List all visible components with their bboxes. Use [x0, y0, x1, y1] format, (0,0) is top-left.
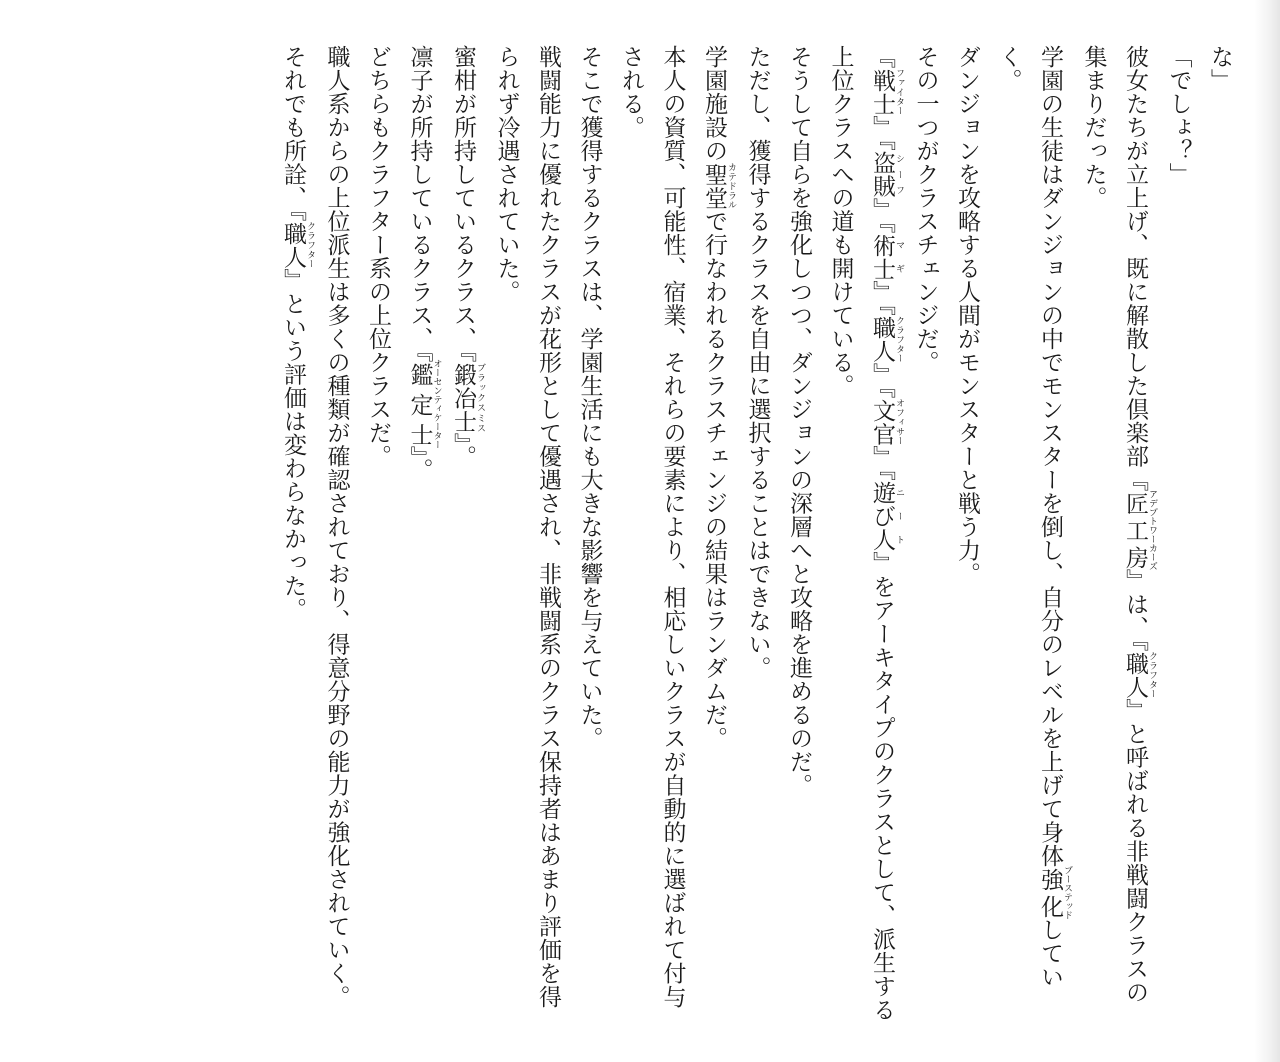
ruby-reading: クラフター [894, 316, 904, 363]
ruby-reading: オフィサー [894, 398, 904, 446]
paragraph [987, 45, 1072, 1025]
text-run: 』『 [869, 280, 895, 316]
text-run: 』『 [869, 363, 895, 399]
ruby-annotated-word [406, 359, 442, 450]
page-edge-shadow [1254, 0, 1280, 1062]
ruby-annotated-word [1122, 489, 1157, 571]
ruby-reading: カテドラル [726, 162, 736, 210]
paragraph [1199, 45, 1241, 1025]
text-run: ただし、獲得するクラスを自由に選択することはできない。 [744, 45, 771, 680]
text-run: 』と呼ばれる非戦闘クラスの集まりだった。 [1080, 45, 1148, 1004]
text-run: 』をアーキタイプのクラスとして、派生する上位クラスへの道も開けている。 [827, 45, 895, 1022]
paragraph [442, 45, 486, 1025]
ruby-base: 聖堂 [701, 162, 727, 210]
text-run: ダンジョンを攻略する人間がモンスターと戦う力。 [954, 45, 980, 586]
ruby-annotated-word [869, 233, 904, 281]
ruby-annotated-word [450, 362, 485, 434]
paragraph [736, 45, 778, 1025]
paragraph [778, 45, 820, 1025]
text-run: 』。 [406, 446, 433, 482]
ruby-annotated-word [869, 68, 904, 116]
text-run: それでも所詮、『 [280, 45, 306, 222]
text-run: 蜜柑が所持しているクラス、『 [450, 45, 476, 363]
ruby-reading: ブラックスミス [475, 362, 485, 433]
text-run: 本人の資質、可能性、宿業、それらの要素により、相応しいクラスが自動的に選ばれて付与される。 [618, 45, 686, 1009]
ruby-base: 鍛冶士 [450, 362, 476, 433]
ruby-base: 術士 [869, 233, 895, 281]
text-run: 凛子が所持しているクラス、『 [406, 45, 433, 363]
ruby-base: 文官 [869, 398, 895, 446]
paragraph [485, 45, 568, 1025]
text-run: 学園施設の [701, 45, 727, 163]
ruby-base: 遊び人 [869, 481, 895, 552]
paragraph [946, 45, 988, 1025]
text-run: 「でしょ？」 [1165, 45, 1192, 186]
ruby-base: 匠工房 [1122, 489, 1148, 571]
paragraph [610, 45, 693, 1025]
ruby-annotated-word [869, 481, 904, 552]
text-run: 戦闘能力に優れたクラスが花形として優遇され、非戦闘系のクラス保持者はあまり評価を得られず冷遇されていた。 [493, 45, 561, 1009]
ruby-base: 職人 [280, 221, 306, 269]
text-run: そうして自らを強化しつつ、ダンジョンの深層へと攻略を進めるのだ。 [786, 45, 812, 797]
ruby-base: 戦士 [869, 68, 895, 116]
text-run: 』『 [869, 115, 895, 151]
text-run: 彼女たちが立上げ、既に解散した倶楽部『 [1122, 45, 1148, 492]
text-run: そこで獲得するクラスは、学園生活にも大きな影響を与えていた。 [576, 45, 603, 750]
paragraph [357, 45, 399, 1025]
ruby-annotated-word [869, 316, 904, 363]
paragraph [1072, 45, 1157, 1025]
ruby-base: 職人 [869, 316, 895, 363]
paragraph [568, 45, 610, 1025]
ruby-base: 強化 [1037, 865, 1063, 920]
text-run: で行なわれるクラスチェンジの結果はランダムだ。 [701, 209, 727, 750]
paragraph [1157, 45, 1199, 1025]
ruby-reading: クラフター [1147, 651, 1157, 699]
ruby-reading: ブーステッド [1062, 865, 1072, 920]
text-run: 職人系からの上位派生は多くの種類が確認されており、得意分野の能力が強化されていく。 [323, 45, 350, 1009]
ruby-reading: クラフター [305, 221, 315, 269]
text-run: 』『 [869, 198, 895, 234]
ruby-annotated-word [869, 151, 904, 198]
text-run: 『 [869, 45, 895, 69]
paragraph [693, 45, 737, 1025]
text-run: どちらもクラフター系の上位クラスだ。 [365, 45, 391, 468]
text-run: 』は、『 [1122, 569, 1148, 652]
text-run: な」 [1207, 45, 1233, 92]
text-run: 学園の生徒はダンジョンの中でモンスターを倒し、自分のレベルを上げて身体 [1037, 45, 1063, 868]
ruby-reading: オーセンティケーター [431, 359, 442, 450]
ruby-reading: アデプトワーカーズ [1147, 489, 1157, 571]
vertical-text-body [100, 45, 1240, 1025]
text-run: 』という評価は変わらなかった。 [280, 268, 306, 621]
ruby-annotated-word [1122, 651, 1157, 699]
paragraph [272, 45, 316, 1025]
ruby-annotated-word [280, 221, 315, 269]
ruby-annotated-word [1037, 865, 1072, 920]
text-run: 』。 [450, 433, 476, 469]
text-run: していく。 [995, 45, 1063, 989]
ruby-reading: マギ [894, 233, 904, 281]
paragraph [819, 45, 904, 1025]
ruby-reading: ニート [894, 481, 904, 552]
paragraph [904, 45, 946, 1025]
ruby-reading: シーフ [894, 151, 904, 198]
ruby-annotated-word [869, 398, 904, 446]
text-run: その一つがクラスチェンジだ。 [912, 45, 939, 374]
text-run: 』『 [869, 445, 895, 481]
ruby-base: 鑑定士 [406, 359, 433, 450]
paragraph [315, 45, 357, 1025]
ruby-base: 職人 [1122, 651, 1148, 699]
ruby-annotated-word [701, 162, 736, 210]
ruby-reading: ファイター [894, 68, 904, 116]
ruby-base: 盗賊 [869, 151, 895, 198]
paragraph [398, 45, 442, 1025]
